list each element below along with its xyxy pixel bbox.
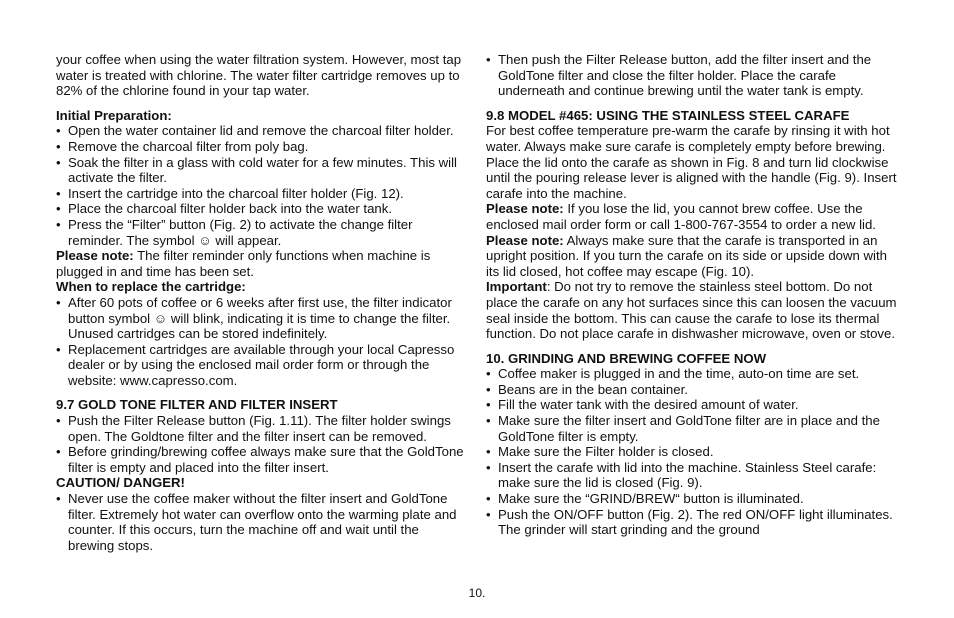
section-9-7-list	[56, 413, 464, 475]
list-item: • Make sure the filter insert and GoldTone filter are in place and the GoldTone filter is empty.	[486, 413, 898, 444]
section-10-list	[486, 366, 898, 538]
section-10-heading: 10. GRINDING AND BREWING COFFEE NOW	[486, 350, 767, 366]
when-to-replace-heading: When to replace the cartridge:	[56, 279, 246, 295]
note-label: Please note:	[486, 232, 564, 248]
important-note	[486, 279, 898, 341]
list-item: • Insert the carafe with lid into the machine. Stainless Steel carafe: make sure the lid is closed (Fig. 9).	[486, 460, 898, 491]
filter-reminder-note	[56, 248, 464, 279]
section-9-8-heading: 9.8 MODEL #465: USING THE STAINLESS STEEL CARAFE	[486, 107, 850, 123]
list-item: • Soak the filter in a glass with cold water for a few minutes. This will activate the filter.	[56, 155, 464, 186]
list-item: • Then push the Filter Release button, add the filter insert and the GoldTone filter and close the filter holder. Place the carafe underneath and continue brewing until the water tank is empty.	[486, 52, 898, 99]
note-text: The filter reminder only functions when machine is plugged in and time has been set.	[56, 248, 431, 279]
note-label: Please note:	[486, 201, 564, 217]
list-item: • Make sure the “GRIND/BREW“ button is illuminated.	[486, 491, 898, 507]
when-to-replace-list	[56, 295, 464, 389]
section-9-7-heading: 9.7 GOLD TONE FILTER AND FILTER INSERT	[56, 397, 338, 413]
caution-heading: CAUTION/ DANGER!	[56, 475, 185, 491]
list-item: • Fill the water tank with the desired amount of water.	[486, 397, 898, 413]
list-item: • Push the ON/OFF button (Fig. 2). The red ON/OFF light illuminates. The grinder will start grinding and the ground	[486, 507, 898, 538]
lost-lid-note	[486, 201, 898, 232]
page-number: 10.	[468, 586, 486, 600]
list-item: • Open the water container lid and remove the charcoal filter holder.	[56, 123, 464, 139]
list-item: • Make sure the Filter holder is closed.	[486, 444, 898, 460]
initial-preparation-heading: Initial Preparation:	[56, 107, 172, 123]
list-item: • Press the “Filter” button (Fig. 2) to activate the change filter reminder. The symbol ☺ will appear.	[56, 217, 464, 248]
section-9-8-body: For best coffee temperature pre-warm the carafe by rinsing it with hot water. Always make sure carafe is completely empty before brewing. Place the lid onto the carafe as shown in Fig. 8 and turn lid clockwise until the pouring release lever is aligned with the handle (Fig. 9). Insert carafe into the machine.	[486, 123, 897, 201]
important-label: Important	[486, 279, 547, 295]
caution-list	[56, 491, 464, 553]
list-item: • Coffee maker is plugged in and the time, auto-on time are set.	[486, 366, 898, 382]
note-label: Please note:	[56, 248, 134, 264]
list-item: • Beans are in the bean container.	[486, 382, 898, 398]
list-item: • Insert the cartridge into the charcoal filter holder (Fig. 12).	[56, 186, 464, 202]
note-text: If you lose the lid, you cannot brew coffee. Use the enclosed mail order form or call 1-800-767-3554 to order a new lid.	[486, 201, 876, 232]
intro-paragraph: your coffee when using the water filtration system. However, most tap water is treated with chlorine. The water filter cartridge removes up to 82% of the chlorine found in your tap water.	[56, 52, 462, 99]
note-text: Always make sure that the carafe is transported in an upright position. If you turn the carafe on its side or upside down with its lid closed, hot coffee may escape (Fig. 10).	[486, 232, 887, 279]
important-text: : Do not try to remove the stainless steel bottom. Do not place the carafe on any hot surfaces since this can loosen the vacuum seal inside the bottom. This can cause the carafe to lose its thermal function. Do not place carafe in dishwasher microwave, oven or stove.	[486, 279, 897, 342]
left-column	[56, 52, 464, 553]
transport-note	[486, 233, 898, 280]
list-item: • After 60 pots of coffee or 6 weeks after first use, the filter indicator button symbol ☺ will blink, indicating it is time to change the filter. Unused cartridges can be stored indefinitely.	[56, 295, 464, 342]
list-item: • Never use the coffee maker without the filter insert and GoldTone filter. Extremely hot water can overflow onto the warming plate and counter. If this occurs, turn the machine off and wait until the brewing stops.	[56, 491, 464, 553]
list-item: • Replacement cartridges are available through your local Capresso dealer or by using the enclosed mail order form or through the website: www.capresso.com.	[56, 342, 464, 389]
list-item: • Place the charcoal filter holder back into the water tank.	[56, 201, 464, 217]
initial-preparation-list	[56, 123, 464, 248]
list-item: • Push the Filter Release button (Fig. 1.11). The filter holder swings open. The Goldtone filter and the filter insert can be removed.	[56, 413, 464, 444]
right-column	[486, 52, 898, 538]
list-item: • Remove the charcoal filter from poly bag.	[56, 139, 464, 155]
list-item: • Before grinding/brewing coffee always make sure that the GoldTone filter is empty and placed into the filter insert.	[56, 444, 464, 475]
continued-list	[486, 52, 898, 99]
